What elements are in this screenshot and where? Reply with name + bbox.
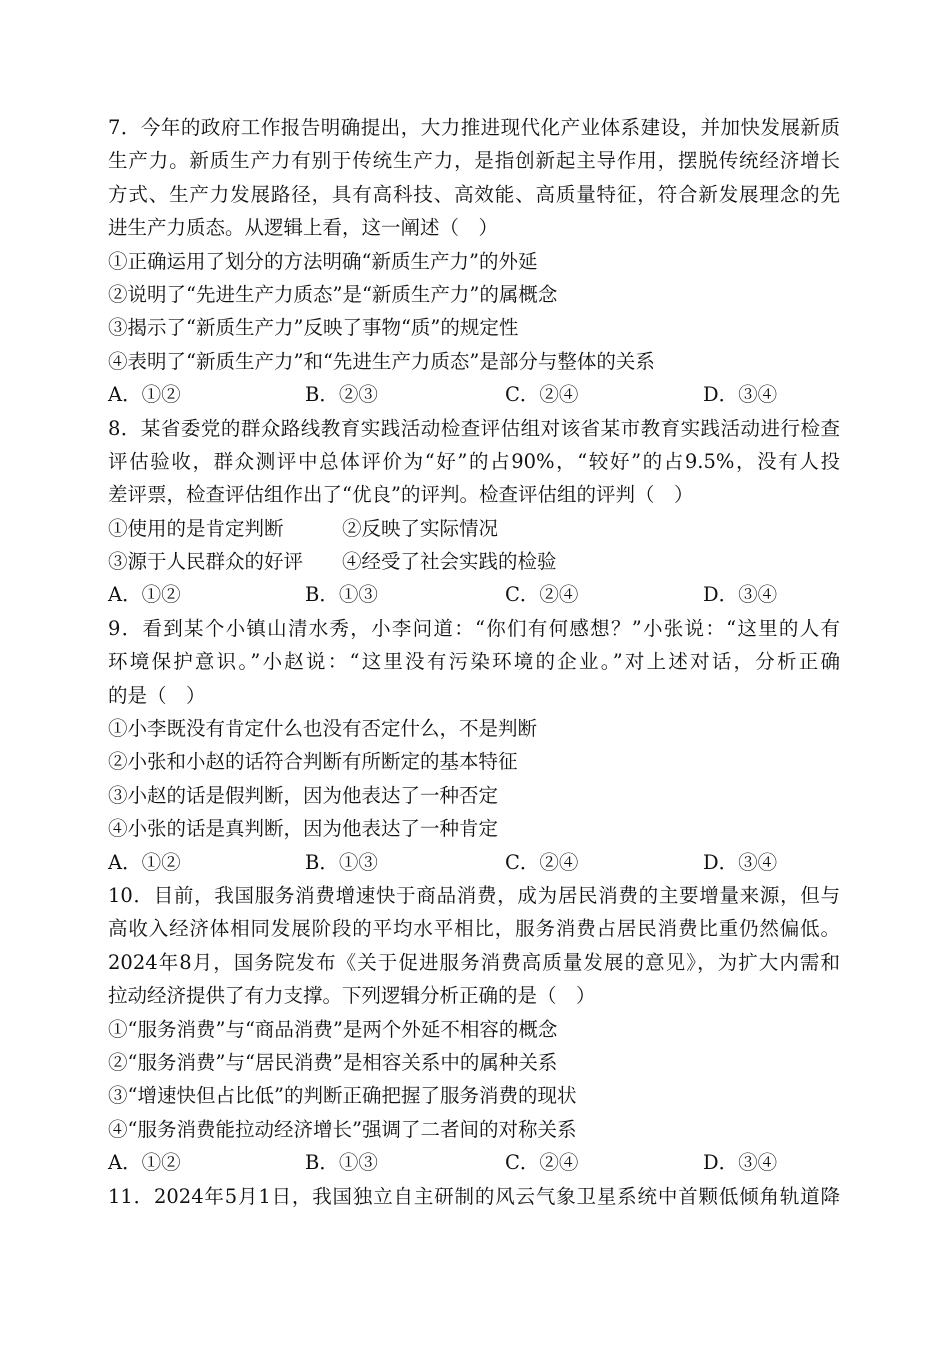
question-11 xyxy=(108,1180,840,1213)
answer-choice-d: D．③④ xyxy=(703,383,778,407)
answer-choices xyxy=(108,846,840,879)
option-statement: ③小赵的话是假判断，因为他表达了一种否定 xyxy=(108,783,499,807)
option-statement: ④表明了“新质生产力”和“先进生产力质态”是部分与整体的关系 xyxy=(108,349,655,373)
question-stem-line: 生产力。新质生产力有别于传统生产力，是指创新起主导作用，摆脱传统经济增长 xyxy=(108,149,840,173)
question-stem-line: 方式、生产力发展路径，具有高科技、高效能、高质量特征，符合新发展理念的先 xyxy=(108,182,840,206)
option-statement: ①小李既没有肯定什么也没有否定什么，不是判断 xyxy=(108,717,538,741)
option-statement: ④小张的话是真判断，因为他表达了一种肯定 xyxy=(108,817,499,841)
option-row xyxy=(108,1046,840,1079)
question-8 xyxy=(108,412,840,612)
option-row xyxy=(108,712,840,745)
option-row xyxy=(108,245,840,278)
question-9 xyxy=(108,612,840,879)
question-stem-line: 拉动经济提供了有力支撑。下列逻辑分析正确的是（ ） xyxy=(108,984,596,1008)
option-row xyxy=(108,512,840,545)
document-page xyxy=(108,111,840,1213)
option-row xyxy=(108,345,840,378)
answer-choice-b: B．①③ xyxy=(305,583,378,607)
option-statement: ②小张和小赵的话符合判断有所断定的基本特征 xyxy=(108,750,518,774)
option-row xyxy=(108,545,840,578)
option-statement: ④“服务消费能拉动经济增长”强调了二者间的对称关系 xyxy=(108,1117,577,1141)
question-stem-line: 差评票，检查评估组作出了“优良”的评判。检查评估组的评判（ ） xyxy=(108,483,694,507)
question-stem-line: 7．今年的政府工作报告明确提出，大力推进现代化产业体系建设，并加快发展新质 xyxy=(108,116,840,139)
question-stem-line: 进生产力质态。从逻辑上看，这一阐述（ ） xyxy=(108,216,499,240)
option-row xyxy=(108,812,840,845)
option-row xyxy=(108,1113,840,1146)
option-row xyxy=(108,779,840,812)
answer-choices xyxy=(108,378,840,411)
question-stem-line: 9．看到某个小镇山清水秀，小李问道：“你们有何感想？”小张说：“这里的人有 xyxy=(108,616,840,640)
option-statement: ④经受了社会实践的检验 xyxy=(342,550,557,574)
question-stem-line: 高收入经济体相同发展阶段的平均水平相比，服务消费占居民消费比重仍然偏低。 xyxy=(108,917,840,941)
option-statement: ①正确运用了划分的方法明确“新质生产力”的外延 xyxy=(108,249,538,273)
option-statement: ①使用的是肯定判断 xyxy=(108,516,284,540)
question-stem-line: 环境保护意识。”小赵说：“这里没有污染环境的企业。”对上述对话，分析正确 xyxy=(108,650,840,674)
option-row xyxy=(108,311,840,344)
answer-choice-b: B．①③ xyxy=(305,1151,378,1175)
answer-choice-d: D．③④ xyxy=(703,850,778,874)
answer-choice-a: A．①② xyxy=(108,383,181,407)
option-statement: ②说明了“先进生产力质态”是“新质生产力”的属概念 xyxy=(108,282,558,306)
answer-choice-d: D．③④ xyxy=(703,583,778,607)
answer-choice-a: A．①② xyxy=(108,850,181,874)
question-stem-line: 10．目前，我国服务消费增速快于商品消费，成为居民消费的主要增量来源，但与 xyxy=(108,883,840,907)
answer-choice-c: C．②④ xyxy=(505,383,579,407)
option-row xyxy=(108,278,840,311)
option-row xyxy=(108,1079,840,1112)
answer-choice-a: A．①② xyxy=(108,1151,181,1175)
question-stem-line: 评估验收，群众测评中总体评价为“好”的占90%，“较好”的占9.5%，没有人投 xyxy=(108,449,840,473)
question-stem-line: 2024年8月，国务院发布《关于促进服务消费高质量发展的意见》，为扩大内需和 xyxy=(108,950,840,974)
answer-choice-c: C．②④ xyxy=(505,850,579,874)
option-statement: ②“服务消费”与“居民消费”是相容关系中的属种关系 xyxy=(108,1050,558,1074)
option-statement: ①“服务消费”与“商品消费”是两个外延不相容的概念 xyxy=(108,1017,558,1041)
option-row xyxy=(108,1013,840,1046)
option-statement: ③揭示了“新质生产力”反映了事物“质”的规定性 xyxy=(108,316,519,340)
answer-choice-b: B．①③ xyxy=(305,850,378,874)
answer-choice-b: B．②③ xyxy=(305,383,378,407)
answer-choice-c: C．②④ xyxy=(505,1151,579,1175)
question-7 xyxy=(108,111,840,412)
question-stem-line: 8．某省委党的群众路线教育实践活动检查评估组对该省某市教育实践活动进行检查 xyxy=(108,416,840,440)
question-10 xyxy=(108,879,840,1180)
option-statement: ②反映了实际情况 xyxy=(342,516,499,540)
answer-choice-c: C．②④ xyxy=(505,583,579,607)
answer-choice-d: D．③④ xyxy=(703,1151,778,1175)
option-statement: ③“增速快但占比低”的判断正确把握了服务消费的现状 xyxy=(108,1084,577,1108)
option-statement: ③源于人民群众的好评 xyxy=(108,550,304,574)
option-row xyxy=(108,745,840,778)
answer-choice-a: A．①② xyxy=(108,583,181,607)
answer-choices xyxy=(108,578,840,611)
answer-choices xyxy=(108,1146,840,1179)
question-stem-line: 的是（ ） xyxy=(108,683,206,707)
question-stem-line: 11．2024年5月1日，我国独立自主研制的风云气象卫星系统中首颗低倾角轨道降 xyxy=(108,1184,840,1208)
